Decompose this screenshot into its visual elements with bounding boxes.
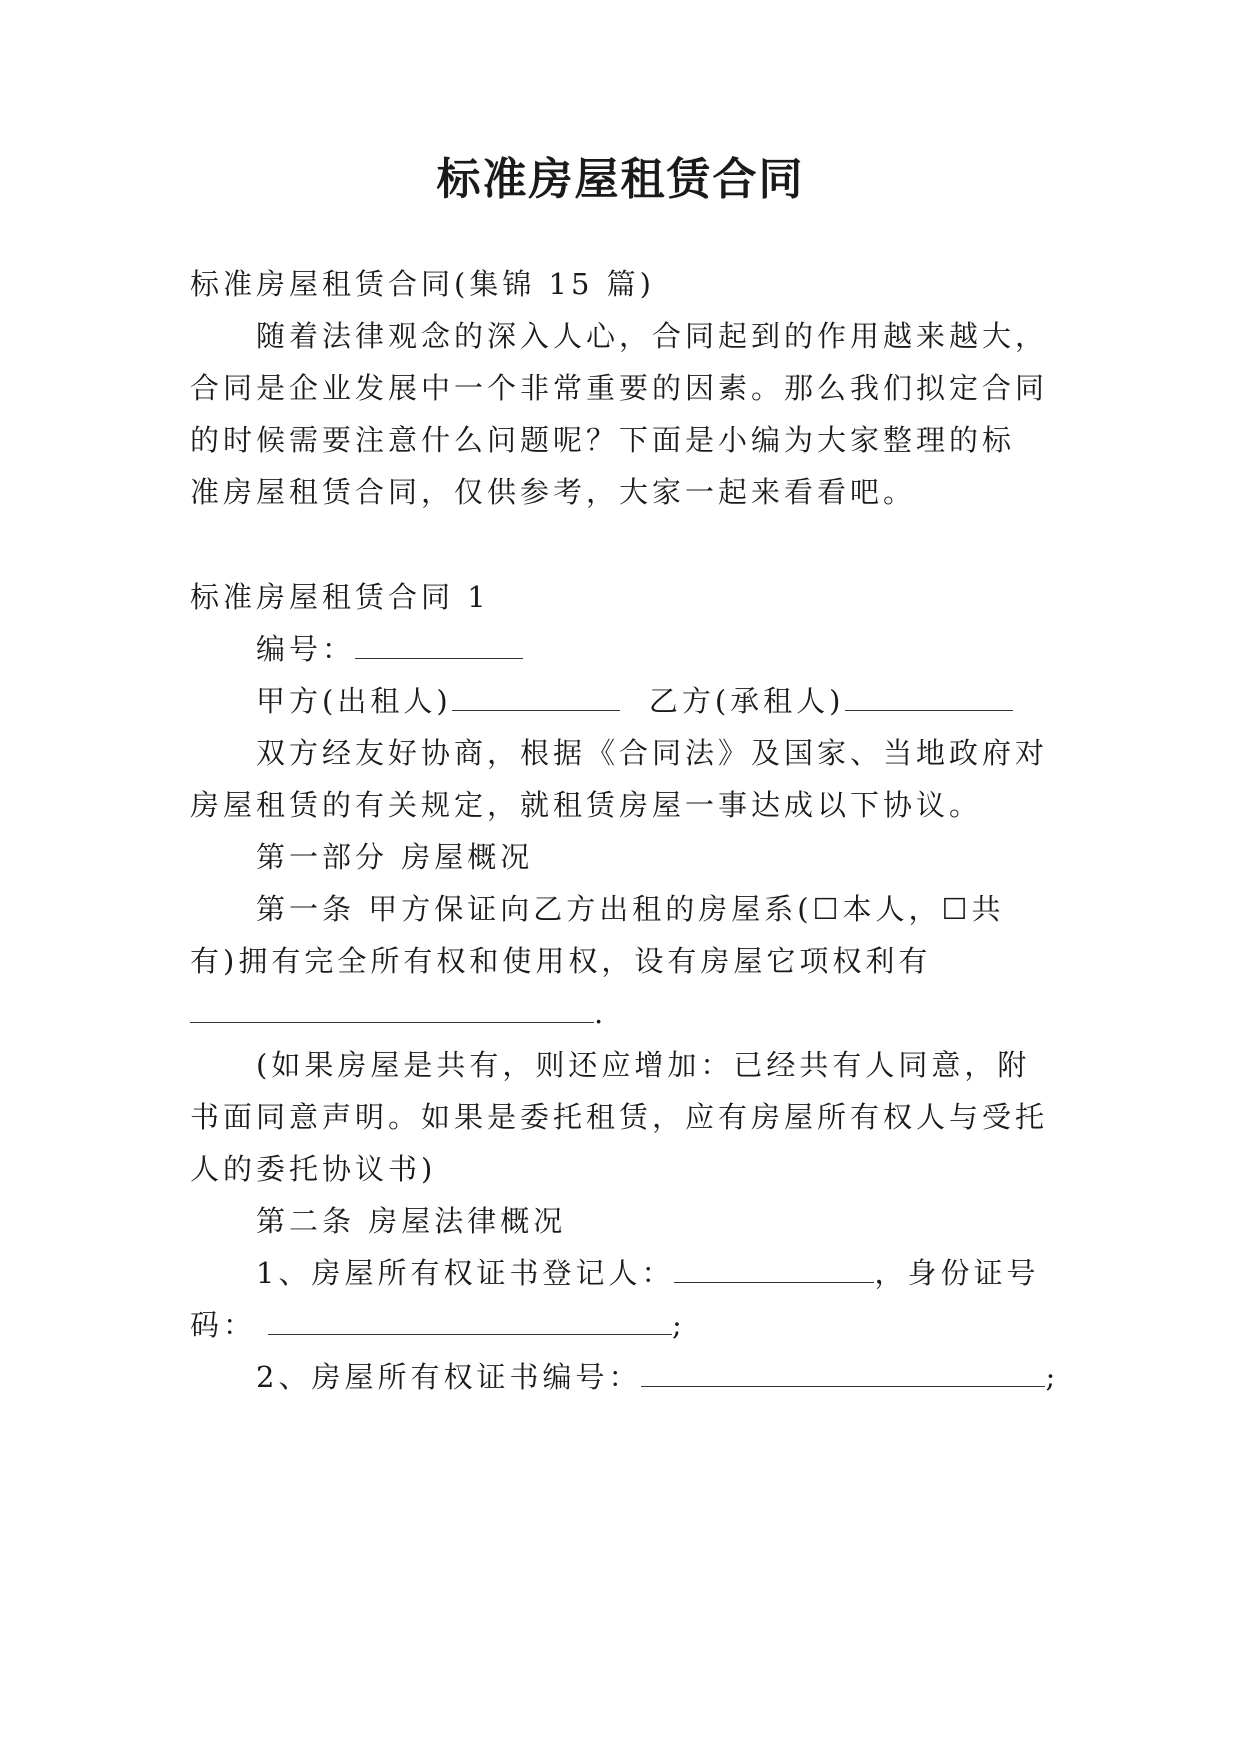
item1-line-1 [256, 1253, 1039, 1293]
intro-line-2: 合同是企业发展中一个非常重要的因素。那么我们拟定合同 [190, 371, 1049, 405]
item2-line [256, 1357, 1059, 1397]
article1-line-2: 有)拥有完全所有权和使用权，设有房屋它项权利有 [190, 944, 932, 978]
document-title: 标准房屋租赁合同 [436, 154, 805, 205]
article1-end: . [594, 996, 608, 1030]
article2-heading: 第二条 房屋法律概况 [256, 1204, 567, 1238]
party-b-blank [845, 682, 1013, 711]
preamble-line-2: 房屋租赁的有关规定，就租赁房屋一事达成以下协议。 [190, 788, 983, 822]
item2-blank [641, 1358, 1045, 1387]
item1-id-blank [268, 1306, 672, 1335]
item2-semicolon: ; [1045, 1360, 1060, 1394]
intro-line-4: 准房屋租赁合同，仅供参考，大家一起来看看吧。 [190, 475, 917, 509]
item1-id-label: ，身份证号 [874, 1256, 1040, 1290]
article1-blank [190, 994, 594, 1023]
number-label: 编号： [256, 632, 356, 666]
item1-owner-blank [674, 1254, 874, 1283]
preamble-line-1: 双方经友好协商，根据《合同法》及国家、当地政府对 [256, 736, 1049, 770]
article1-line-3 [190, 993, 607, 1033]
item1-semicolon: ; [672, 1308, 686, 1342]
party-a-label: 甲方(出租人) [256, 684, 452, 718]
party-b-label: 乙方(承租人) [648, 684, 845, 718]
item1-line-2 [190, 1305, 686, 1345]
part1-heading: 第一部分 房屋概况 [256, 840, 534, 874]
party-a-blank [452, 682, 620, 711]
intro-line-3: 的时候需要注意什么问题呢？下面是小编为大家整理的标 [190, 423, 1016, 457]
section-heading: 标准房屋租赁合同 1 [190, 580, 490, 614]
intro-line-1: 随着法律观念的深入人心，合同起到的作用越来越大， [256, 319, 1049, 353]
item1-label: 1、房屋所有权证书登记人： [256, 1256, 675, 1290]
note-line-3: 人的委托协议书) [190, 1152, 437, 1186]
item2-label: 2、房屋所有权证书编号： [256, 1360, 642, 1394]
note-line-2: 书面同意声明。如果是委托租赁，应有房屋所有权人与受托 [190, 1100, 1049, 1134]
document-subtitle: 标准房屋租赁合同(集锦 15 篇) [190, 267, 655, 301]
number-row [256, 629, 523, 669]
note-line-1: (如果房屋是共有，则还应增加：已经共有人同意，附 [256, 1048, 1031, 1082]
item1-id-label-cont: 码： [190, 1308, 257, 1342]
article1-line-1: 第一条 甲方保证向乙方出租的房屋系(☐本人，☐共 [256, 892, 1005, 926]
parties-row [256, 681, 1013, 721]
number-blank [355, 630, 523, 659]
